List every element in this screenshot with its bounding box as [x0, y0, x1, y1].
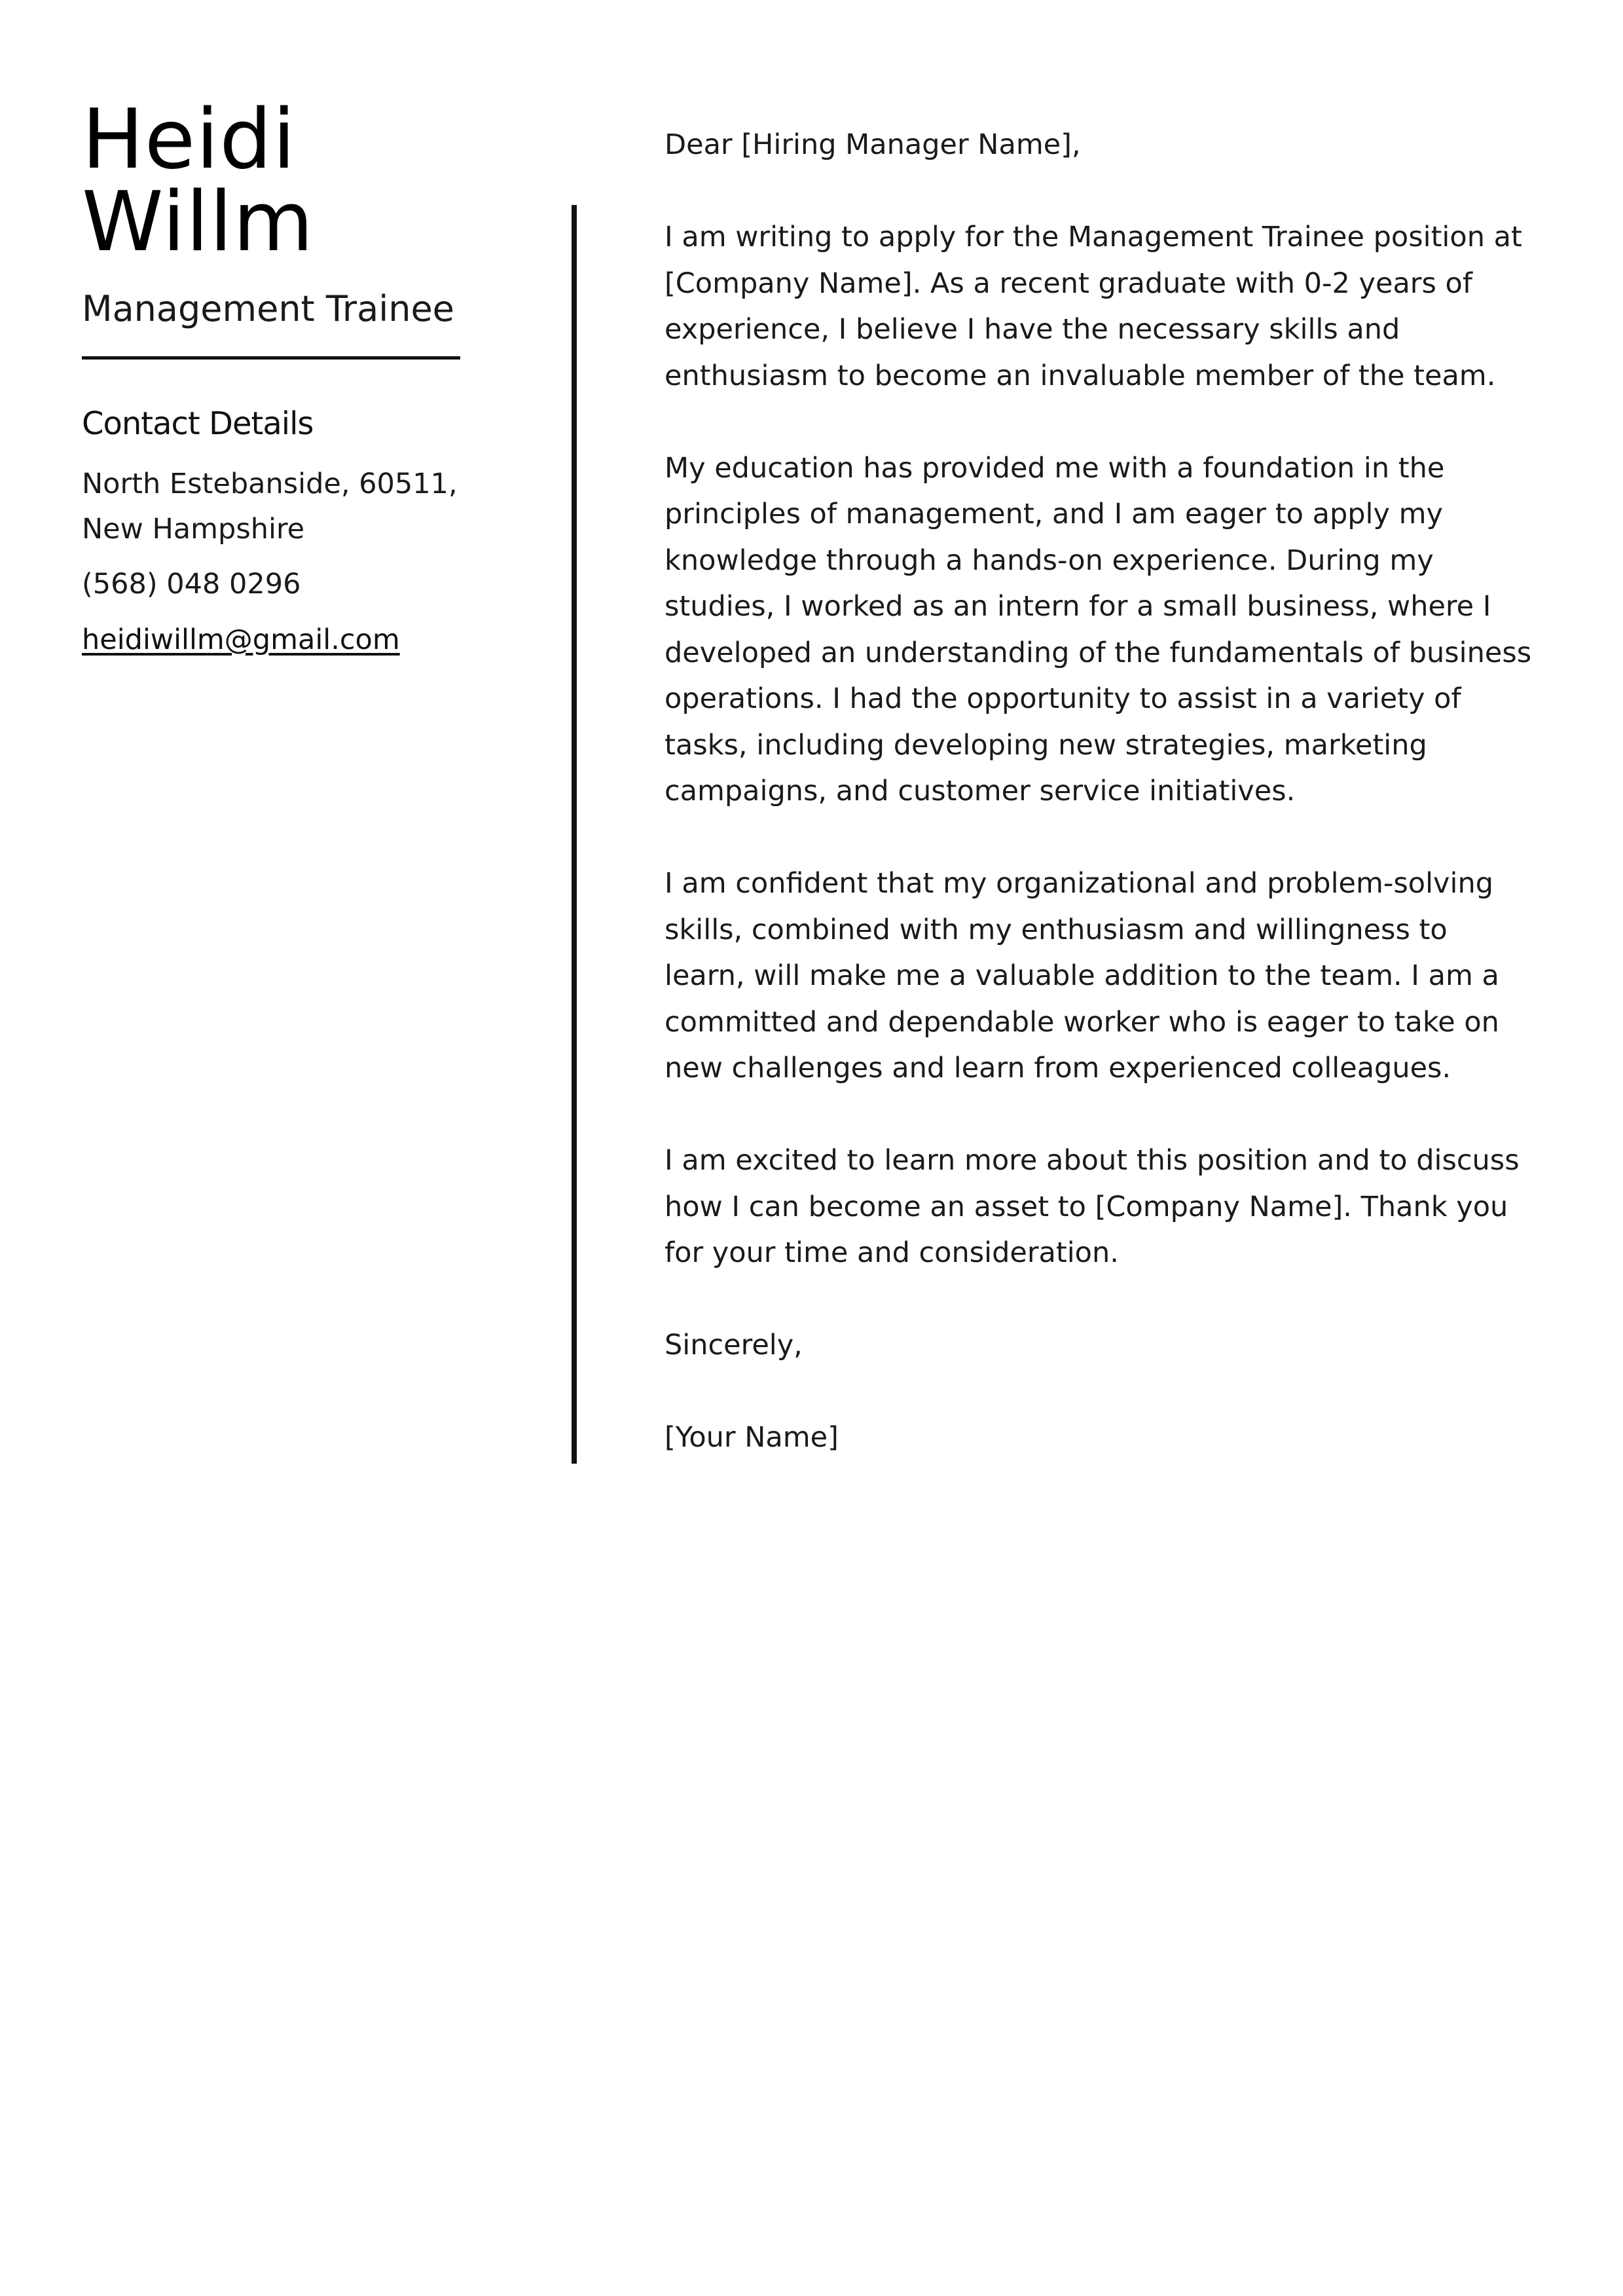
- first-name: Heidi: [82, 91, 297, 187]
- signature: [Your Name]: [665, 1421, 839, 1454]
- contact-address: [82, 462, 468, 552]
- letter-paragraph-4: I am excited to learn more about this position and to discuss how I can become an asset to [Company Name]. Thank you for your time and consideration.: [665, 1144, 1520, 1269]
- contact-details-heading: Contact Details: [82, 405, 314, 442]
- vertical-divider: [572, 205, 577, 1464]
- letter-paragraph-3: I am confident that my organizational and problem-solving skills, combined with my enthusiasm and willingness to learn, will make me a valuable addition to the team. I am a committed and dependable worker who is eager to take on new challenges and learn from experienced colleagues.: [665, 867, 1499, 1084]
- contact-email-link[interactable]: heidiwillm@gmail.com: [82, 623, 400, 656]
- letter-paragraph-2: My education has provided me with a foundation in the principles of management, and I am eager to apply my knowledge through a hands-on experience. During my studies, I worked as an intern for a small business, where I developed an understanding of the fundamentals of business operations. I had the opportunity to assist in a variety of tasks, including developing new strategies, marketing campaigns, and customer service initiatives.: [665, 451, 1532, 807]
- job-title: Management Trainee: [82, 288, 454, 329]
- letter-paragraph-1: I am writing to apply for the Management Trainee position at [Company Name]. As a recent graduate with 0-2 years of experience, I believe I have the necessary skills and enthusiasm to become an invaluable member of the team.: [665, 221, 1522, 392]
- sidebar: [82, 91, 468, 663]
- contact-phone: (568) 048 0296: [82, 568, 301, 601]
- salutation: Dear [Hiring Manager Name],: [665, 128, 1081, 161]
- cover-letter-body: [665, 122, 1535, 1507]
- applicant-name: [82, 91, 468, 270]
- closing: Sincerely,: [665, 1329, 803, 1361]
- last-name: Willm: [82, 174, 314, 270]
- name-divider: [82, 356, 460, 360]
- address-line-2: New Hampshire: [82, 513, 305, 546]
- address-line-1: North Estebanside, 60511,: [82, 468, 458, 500]
